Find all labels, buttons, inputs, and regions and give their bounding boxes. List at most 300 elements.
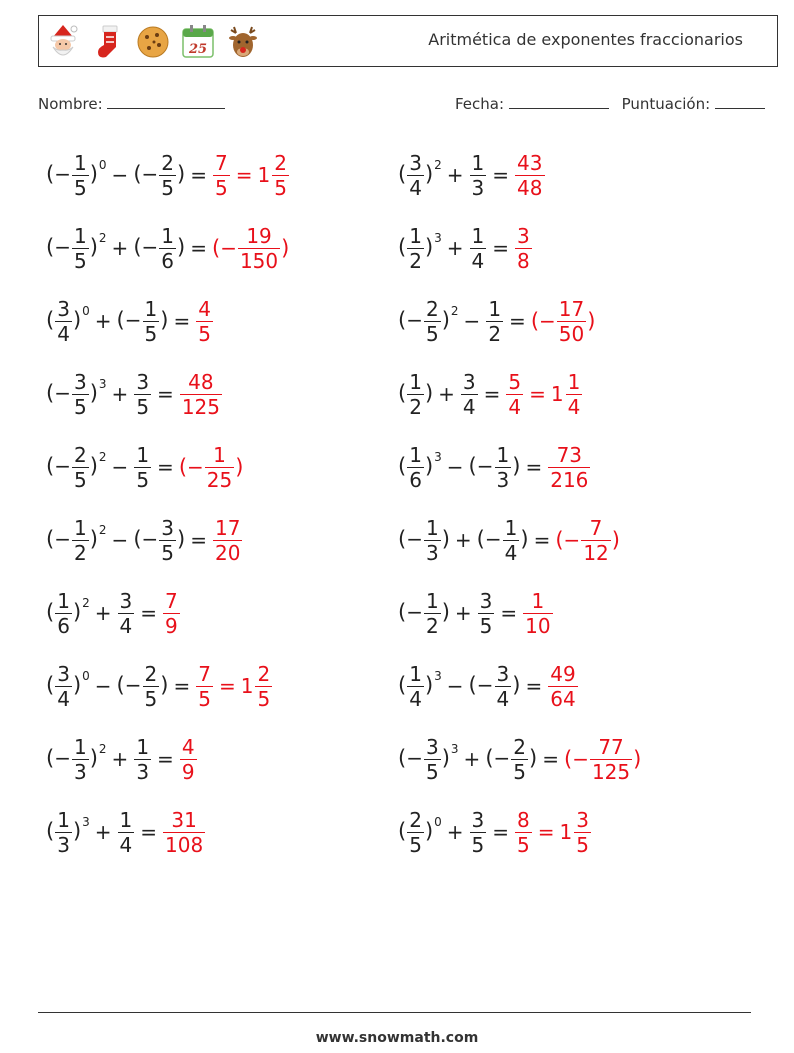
- close-paren: ): [89, 380, 98, 405]
- term: [398, 588, 450, 638]
- fraction: [495, 442, 512, 492]
- numerator: 1: [73, 515, 87, 540]
- denominator: 3: [136, 759, 150, 784]
- problem-19: [46, 802, 206, 862]
- denominator: 5: [257, 686, 271, 711]
- open-paren: (: [476, 526, 485, 551]
- minus-sign: −: [124, 672, 142, 697]
- term: [46, 807, 90, 857]
- fraction: [180, 734, 197, 784]
- close-paren: ): [89, 161, 98, 186]
- term: [398, 442, 442, 492]
- close-paren: ): [441, 526, 450, 551]
- score-field[interactable]: [715, 94, 765, 109]
- close-paren: ): [424, 672, 434, 697]
- equals-sign: =: [173, 309, 191, 333]
- denominator: 216: [550, 467, 589, 492]
- close-paren: ): [441, 745, 450, 770]
- fraction: [424, 515, 441, 565]
- numerator: 17: [558, 296, 585, 321]
- denominator: 2: [409, 248, 422, 273]
- exponent: 3: [434, 668, 442, 683]
- numerator: 3: [425, 734, 439, 759]
- numerator: 3: [576, 807, 590, 832]
- problem-9: [46, 437, 243, 497]
- date-field[interactable]: [509, 94, 609, 109]
- fraction: [407, 442, 424, 492]
- fraction: [205, 442, 234, 492]
- exponent: 2: [98, 741, 107, 756]
- numerator: 1: [144, 296, 158, 321]
- fraction: [503, 515, 520, 565]
- answer: [212, 515, 243, 565]
- fraction: [55, 807, 72, 857]
- name-field[interactable]: [107, 94, 225, 109]
- numerator: 77: [598, 734, 624, 759]
- denominator: 5: [198, 686, 211, 711]
- open-paren: (: [46, 599, 55, 624]
- fraction: [506, 369, 523, 419]
- fraction: [495, 661, 512, 711]
- fraction: [407, 150, 424, 200]
- numerator: 3: [471, 807, 485, 832]
- header-box: [38, 15, 778, 67]
- denominator: 4: [496, 686, 510, 711]
- fraction: [581, 515, 610, 565]
- exponent: 0: [98, 157, 107, 172]
- denominator: 6: [57, 613, 70, 638]
- footer-divider: [38, 1012, 751, 1013]
- close-paren: ): [89, 234, 98, 259]
- numerator: 3: [409, 150, 422, 175]
- numerator: 1: [567, 369, 581, 394]
- equals-sign: =: [542, 747, 559, 771]
- fraction: [557, 296, 586, 346]
- operator: −: [111, 163, 129, 187]
- open-paren: (: [398, 161, 407, 186]
- close-paren: ): [235, 455, 244, 479]
- denominator: 25: [206, 467, 233, 492]
- operator: +: [94, 309, 112, 333]
- term: [398, 369, 434, 419]
- fraction: [486, 296, 503, 346]
- date-score-row: [455, 94, 765, 113]
- numerator: 1: [471, 223, 485, 248]
- operator: +: [463, 747, 481, 771]
- close-paren: ): [160, 672, 169, 697]
- fraction: [515, 223, 532, 273]
- close-paren: ): [177, 234, 186, 259]
- minus-sign: −: [572, 747, 589, 771]
- denominator: 5: [73, 175, 87, 200]
- numerator: 2: [513, 734, 527, 759]
- equals-sign: =: [509, 309, 526, 333]
- fraction: [515, 150, 544, 200]
- answer: [195, 661, 273, 711]
- fraction: [159, 223, 176, 273]
- equals-sign: =: [492, 820, 510, 844]
- numerator: 1: [488, 296, 502, 321]
- equals-sign: =: [157, 747, 174, 771]
- fraction: [55, 588, 72, 638]
- fraction: [255, 661, 272, 711]
- numerator: 2: [144, 661, 158, 686]
- numerator: 3: [73, 369, 87, 394]
- numerator: 4: [198, 296, 211, 321]
- numerator: 4: [181, 734, 195, 759]
- open-paren: (: [46, 818, 55, 843]
- numerator: 1: [471, 150, 485, 175]
- denominator: 5: [214, 175, 228, 200]
- open-paren: (: [398, 234, 407, 259]
- denominator: 125: [591, 759, 631, 784]
- denominator: 5: [517, 832, 530, 857]
- open-paren: (: [133, 161, 142, 186]
- numerator: 1: [161, 223, 175, 248]
- exponent: 0: [82, 303, 90, 318]
- icon-strip: [45, 22, 261, 62]
- numerator: 8: [517, 807, 530, 832]
- equals-sign: =: [533, 528, 551, 552]
- term: [398, 296, 459, 346]
- minus-sign: −: [54, 380, 71, 405]
- numerator: 7: [214, 150, 228, 175]
- close-paren: ): [441, 307, 450, 332]
- numerator: 3: [496, 661, 510, 686]
- numerator: 1: [57, 807, 70, 832]
- term: [485, 734, 538, 784]
- denominator: 5: [409, 832, 422, 857]
- fraction: [574, 807, 591, 857]
- fraction: [72, 515, 89, 565]
- term: [398, 223, 442, 273]
- denominator: 5: [274, 175, 287, 200]
- close-paren: ): [441, 599, 450, 624]
- denominator: 5: [73, 394, 87, 419]
- exponent: 2: [98, 449, 107, 464]
- open-paren: (: [468, 453, 477, 478]
- term: [46, 296, 90, 346]
- minus-sign: −: [484, 526, 502, 551]
- denominator: 5: [144, 686, 158, 711]
- term: [46, 661, 90, 711]
- term: [398, 150, 442, 200]
- minus-sign: −: [563, 528, 581, 552]
- denominator: 8: [517, 248, 530, 273]
- problem-11: [46, 510, 243, 570]
- answer: [212, 150, 290, 200]
- term: [398, 734, 459, 784]
- minus-sign: −: [493, 745, 511, 770]
- numerator: 3: [479, 588, 493, 613]
- denominator: 4: [57, 321, 70, 346]
- problem-20: [398, 802, 592, 862]
- denominator: 4: [57, 686, 70, 711]
- fraction: [470, 223, 487, 273]
- santa-icon: [45, 23, 81, 61]
- fraction: [590, 734, 632, 784]
- minus-sign: −: [141, 161, 159, 186]
- equals-sign: =: [537, 820, 555, 844]
- fraction: [72, 150, 89, 200]
- equals-sign: =: [525, 455, 543, 479]
- denominator: 3: [496, 467, 510, 492]
- close-paren: ): [611, 528, 620, 552]
- numerator: 1: [73, 734, 87, 759]
- open-paren: (: [530, 309, 540, 333]
- fraction: [424, 588, 441, 638]
- numerator: 1: [57, 588, 70, 613]
- term: [133, 223, 186, 273]
- answer: [211, 223, 290, 273]
- denominator: 4: [508, 394, 522, 419]
- equals-sign: =: [235, 163, 253, 187]
- denominator: 108: [165, 832, 204, 857]
- minus-sign: −: [406, 745, 423, 770]
- operator: +: [111, 382, 129, 406]
- denominator: 3: [425, 540, 439, 565]
- minus-sign: −: [54, 526, 71, 551]
- mixed-whole: 1: [559, 820, 573, 844]
- close-paren: ): [424, 234, 434, 259]
- problem-2: [398, 145, 546, 205]
- numerator: 3: [136, 369, 150, 394]
- minus-sign: −: [141, 526, 159, 551]
- denominator: 4: [471, 248, 485, 273]
- open-paren: (: [398, 453, 407, 478]
- fraction: [213, 515, 242, 565]
- problem-6: [398, 291, 595, 351]
- equals-sign: =: [492, 236, 510, 260]
- exponent: 2: [82, 595, 90, 610]
- denominator: 5: [73, 467, 87, 492]
- denominator: 5: [513, 759, 527, 784]
- close-paren: ): [424, 453, 434, 478]
- stocking-icon: [90, 23, 126, 61]
- exponent: 2: [98, 522, 107, 537]
- open-paren: (: [46, 161, 55, 186]
- denominator: 50: [558, 321, 585, 346]
- numerator: 3: [517, 223, 530, 248]
- fraction: [143, 296, 160, 346]
- answer: [179, 369, 223, 419]
- numerator: 17: [214, 515, 241, 540]
- fraction: [566, 369, 583, 419]
- term: [46, 442, 107, 492]
- numerator: 3: [119, 588, 133, 613]
- denominator: 3: [73, 759, 87, 784]
- close-paren: ): [520, 526, 529, 551]
- term: [398, 661, 442, 711]
- denominator: 5: [425, 321, 439, 346]
- answer: [178, 442, 244, 492]
- fraction: [272, 150, 289, 200]
- term: [116, 296, 169, 346]
- close-paren: ): [529, 745, 538, 770]
- answer: [505, 369, 583, 419]
- answer: [162, 807, 206, 857]
- problem-8: [398, 364, 583, 424]
- equals-sign: =: [483, 382, 501, 406]
- minus-sign: −: [54, 453, 71, 478]
- problem-16: [398, 656, 579, 716]
- minus-sign: −: [406, 526, 423, 551]
- denominator: 6: [161, 248, 175, 273]
- exponent: 0: [82, 668, 90, 683]
- fraction: [72, 223, 89, 273]
- fraction: [470, 807, 487, 857]
- fraction: [134, 734, 151, 784]
- open-paren: (: [133, 526, 142, 551]
- equals-sign: =: [529, 382, 546, 406]
- answer: [563, 734, 642, 784]
- exponent: 3: [82, 814, 90, 829]
- close-paren: ): [424, 818, 434, 843]
- open-paren: (: [211, 236, 221, 260]
- close-paren: ): [512, 453, 521, 478]
- open-paren: (: [116, 672, 125, 697]
- term: [476, 515, 529, 565]
- open-paren: (: [555, 528, 564, 552]
- answer: [514, 807, 592, 857]
- numerator: 31: [171, 807, 197, 832]
- denominator: 125: [181, 394, 220, 419]
- numerator: 3: [57, 661, 70, 686]
- minus-sign: −: [406, 599, 423, 624]
- fraction: [478, 588, 495, 638]
- fraction: [118, 588, 135, 638]
- operator: +: [446, 163, 464, 187]
- numerator: 19: [246, 223, 272, 248]
- numerator: 1: [73, 223, 87, 248]
- operator: +: [446, 236, 464, 260]
- close-paren: ): [89, 526, 98, 551]
- denominator: 5: [471, 832, 485, 857]
- fraction: [407, 661, 424, 711]
- equals-sign: =: [492, 163, 510, 187]
- term: [46, 734, 107, 784]
- fraction: [134, 442, 151, 492]
- denominator: 5: [479, 613, 493, 638]
- close-paren: ): [424, 161, 434, 186]
- denominator: 20: [214, 540, 241, 565]
- fraction: [196, 296, 213, 346]
- fraction: [180, 369, 222, 419]
- mixed-whole: 1: [240, 674, 254, 698]
- operator: +: [454, 601, 472, 625]
- numerator: 1: [409, 369, 422, 394]
- open-paren: (: [398, 307, 407, 332]
- denominator: 12: [583, 540, 609, 565]
- denominator: 4: [409, 686, 422, 711]
- numerator: 1: [136, 442, 150, 467]
- term: [116, 661, 169, 711]
- problem-4: [398, 218, 533, 278]
- numerator: 1: [409, 661, 422, 686]
- minus-sign: −: [476, 453, 494, 478]
- answer: [514, 150, 545, 200]
- problem-5: [46, 291, 214, 351]
- answer: [522, 588, 553, 638]
- open-paren: (: [398, 599, 407, 624]
- answer: [514, 223, 533, 273]
- calendar-icon: [180, 23, 216, 61]
- close-paren: ): [512, 672, 521, 697]
- numerator: 2: [425, 296, 439, 321]
- denominator: 3: [57, 832, 70, 857]
- denominator: 4: [119, 832, 133, 857]
- close-paren: ): [160, 307, 169, 332]
- problem-7: [46, 364, 223, 424]
- answer: [547, 661, 578, 711]
- numerator: 2: [161, 150, 175, 175]
- denominator: 150: [239, 248, 279, 273]
- denominator: 5: [144, 321, 158, 346]
- numerator: 7: [198, 661, 211, 686]
- numerator: 1: [409, 223, 422, 248]
- fraction: [72, 442, 89, 492]
- numerator: 1: [531, 588, 545, 613]
- minus-sign: −: [141, 234, 159, 259]
- operator: −: [446, 674, 464, 698]
- reindeer-icon: [225, 23, 261, 61]
- svg-text:25: 25: [188, 42, 208, 57]
- problem-1: [46, 145, 290, 205]
- exponent: 2: [98, 230, 107, 245]
- fraction: [461, 369, 478, 419]
- fraction: [213, 150, 230, 200]
- equals-sign: =: [140, 601, 158, 625]
- answer: [530, 296, 596, 346]
- denominator: 5: [161, 540, 175, 565]
- term: [46, 515, 107, 565]
- minus-sign: −: [539, 309, 556, 333]
- problem-15: [46, 656, 273, 716]
- problem-12: [398, 510, 620, 570]
- operator: +: [454, 528, 472, 552]
- open-paren: (: [398, 818, 407, 843]
- open-paren: (: [398, 380, 407, 405]
- name-row: [38, 94, 225, 113]
- operator: +: [446, 820, 464, 844]
- mixed-whole: 1: [257, 163, 271, 187]
- denominator: 4: [119, 613, 133, 638]
- term: [398, 515, 450, 565]
- numerator: 1: [73, 150, 87, 175]
- numerator: 1: [425, 588, 439, 613]
- problem-18: [398, 729, 641, 789]
- denominator: 9: [165, 613, 178, 638]
- numerator: 43: [517, 150, 543, 175]
- fraction: [196, 661, 213, 711]
- problem-3: [46, 218, 289, 278]
- denominator: 10: [525, 613, 551, 638]
- numerator: 2: [73, 442, 87, 467]
- denominator: 2: [488, 321, 502, 346]
- fraction: [55, 296, 72, 346]
- open-paren: (: [46, 234, 55, 259]
- problem-17: [46, 729, 198, 789]
- equals-sign: =: [218, 674, 236, 698]
- fraction: [424, 734, 441, 784]
- mixed-whole: 1: [550, 382, 564, 406]
- numerator: 1: [409, 442, 422, 467]
- denominator: 3: [471, 175, 485, 200]
- operator: −: [463, 309, 481, 333]
- open-paren: (: [46, 307, 55, 332]
- denominator: 9: [181, 759, 195, 784]
- close-paren: ): [633, 747, 642, 771]
